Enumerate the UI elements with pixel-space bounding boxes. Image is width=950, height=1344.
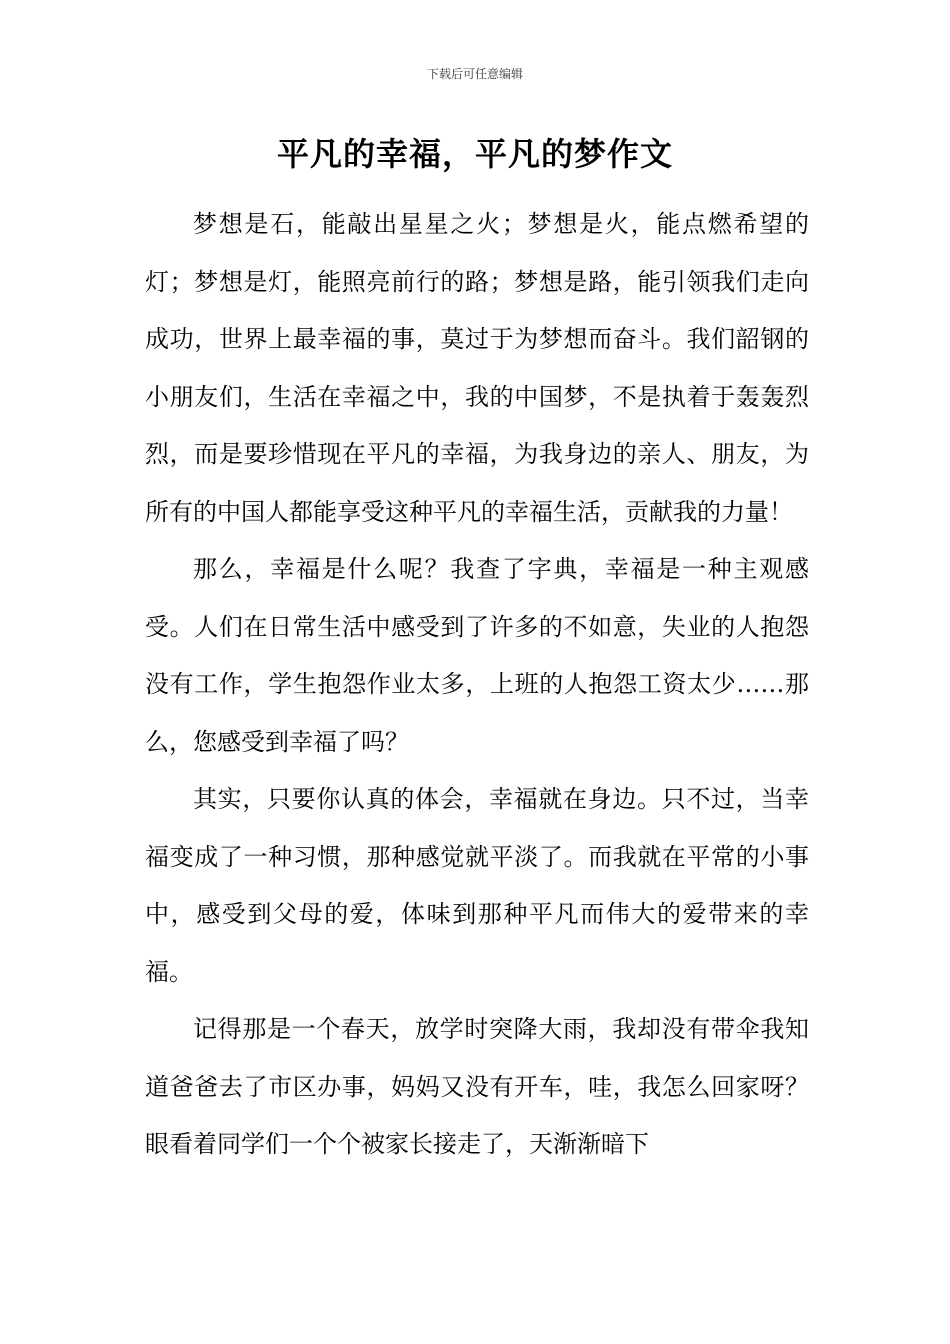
header-note: 下载后可任意编辑 [426,67,523,81]
paragraph: 那么，幸福是什么呢？我查了字典，幸福是一种主观感受。人们在日常生活中感受到了许多的不如意，失业的人抱怨没有工作，学生抱怨作业太多，上班的人抱怨工资太少……那么，您感受到幸福了吗？ [145,555,809,756]
paragraph: 记得那是一个春天，放学时突降大雨，我却没有带伞我知道爸爸去了市区办事，妈妈又没有开车，哇，我怎么回家呀？眼看着同学们一个个被家长接走了，天渐渐暗下 [145,1015,809,1158]
document-body [145,196,809,1174]
paragraph: 梦想是石，能敲出星星之火；梦想是火，能点燃希望的灯；梦想是灯，能照亮前行的路；梦想是路，能引领我们走向成功，世界上最幸福的事，莫过于为梦想而奋斗。我们韶钢的小朋友们，生活在幸福之中，我的中国梦，不是执着于轰轰烈烈，而是要珍惜现在平凡的幸福，为我身边的亲人、朋友，为所有的中国人都能享受这种平凡的幸福生活，贡献我的力量！ [145,210,809,526]
paragraph: 其实，只要你认真的体会，幸福就在身边。只不过，当幸福变成了一种习惯，那种感觉就平淡了。而我就在平常的小事中，感受到父母的爱，体味到那种平凡而伟大的爱带来的幸福。 [145,785,809,986]
document-title: 平凡的幸福，平凡的梦作文 [276,135,673,173]
